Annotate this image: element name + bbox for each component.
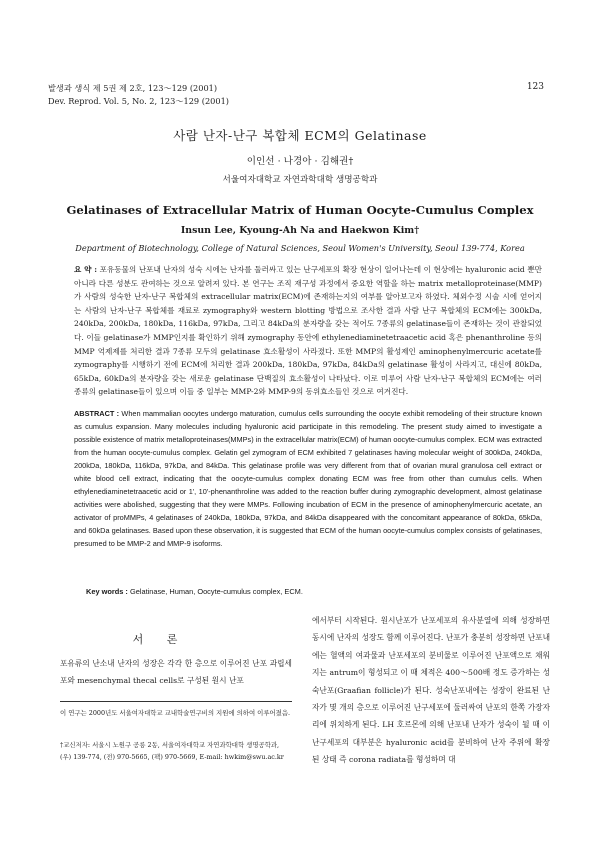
footnote-divider [60,701,292,702]
section-title-introduction: 서 론 [132,633,188,646]
journal-citation-ko: 발생과 생식 제 5권 제 2호, 123～129 (2001) [48,83,218,93]
abstract-english [74,407,542,550]
keywords [86,587,536,596]
intro-left-column: 포유류의 난소내 난자의 성장은 각각 한 층으로 이루어진 난포 과립세포와 mesenchymal thecal cells로 구성된 원시 난포 [60,659,292,686]
abstract-korean [74,263,542,399]
abstract-english-label: ABSTRACT : [74,409,120,418]
intro-right-column: 에서부터 시작된다. 원시난포가 난포세포의 유사분열에 의해 성장하면 동시에 난자의 성장도 함께 이루어진다. 난포가 충분히 성장하면 난포내에는 혈액의 여과물과 난포세포의 분비물로 이루어진 난포액으로 채워지는 antrum이 형성되고 이 때 체적은 400～500배 정도 증가하는 성숙난포(Graafian follicle)가 된다. 성숙난포내에는 성장이 완료된 난자가 몇 개의 층으로 이루어진 난구세포에 둘러싸여 난포의 한쪽 가장자리에 위치하게 된다. LH 호르몬에 의해 난포내 난자가 성숙이 될 때 이 난구세포의 대부분은 hyaluronic acid를 분비하여 난자 주위에 확장된 상태 즉 corona radiata를 형성하며 대 [312,616,550,765]
affiliation-english: Department of Biotechnology, College of Natural Sciences, Seoul Women's University, Seoul 139-774, Korea [75,243,525,253]
keywords-text: Gelatinase, Human, Oocyte-cumulus complex, ECM. [129,587,303,596]
abstract-korean-label: 요 약 : [74,265,98,274]
title-english: Gelatinases of Extracellular Matrix of Human Oocyte-Cumulus Complex [66,203,534,217]
authors-korean: 이인선 · 나경아 · 김해권† [246,156,354,167]
keywords-label: Key words : [86,587,128,596]
journal-citation-en: Dev. Reprod. Vol. 5, No. 2, 123～129 (2001) [48,96,229,106]
affiliation-korean: 서울여자대학교 자연과학대학 생명공학과 [222,175,378,185]
abstract-english-text: When mammalian oocytes undergo maturation, cumulus cells surrounding the oocyte exhibit remodeling of their structure known as cumulus expansion. Many molecules including hyaluronic acid participate in this remodeling. The present study aimed to investigate a possible existence of matrix metalloproteinases(MMPs) in the extracellular matrix(ECM) of human oocyte-cumulus complex. ECM was extracted from the human oocyte-cumulus complex. Gelatin gel zymogram of ECM exhibited 7 gelatinases having molecular weight of 300kDa, 240kDa, 200kDa, 180kDa, 116kDa, 97kDa, and 84kDa. This gelatinase profile was very different from that of ovarian mural granulosa cell extract or white blood cell extract, indicating that the oocyte-cumulus complex donating ECM was free from other than cumulus cells. When ethylenediaminetetraacetic acid or 1', 10'-phenanthroline was added to the reaction buffer during zymographic development, almost gelatinase activities were abolished, suggesting that they were MMPs. Following incubation of ECM in the presence of aminophenylmercuric acetate, an activator of proMMPs, 4 gelatinases of 240kDa, 180kDa, 97kDa, and 84kDa disappeared with the concomitant appearance of 80kDa, 65kDa, and 60kDa gelatinases. Based upon these observation, it is suggested that ECM of the human oocyte-cumulus complex consists of gelatinases, presumed to be MMP-2 and MMP-9 isoforms. [74,409,543,548]
journal-header [48,82,229,108]
footnote-correspondence: †교신저자: 서울시 노원구 공릉 2동, 서울여자대학교 자연과학대학 생명공학과, (우) 139-774, (전) 970-5665, (팩) 970-5669, E-mail: hwkim@swu.ac.kr [60,741,284,761]
title-korean: 사람 난자-난구 복합체 ECM의 Gelatinase [173,128,427,143]
footnote-funding: 이 연구는 2000년도 서울여자대학교 교내학술연구비의 지원에 의하여 이루어졌음. [60,709,291,717]
authors-english: Insun Lee, Kyoung-Ah Na and Haekwon Kim† [180,225,420,236]
abstract-korean-text: 포유동물의 난포내 난자의 성숙 시에는 난자를 둘러싸고 있는 난구세포의 확장 현상이 일어나는데 이 현상에는 hyaluronic acid 뿐만 아니라 다른 성분도 관여하는 것으로 알려져 있다. 본 연구는 조직 재구성 과정에서 중요한 역할을 하는 matrix metalloproteinase(MMP)가 사람의 성숙한 난자-난구 복합체의 extracellular matrix(ECM)에 존재하는지의 여부를 알아보고자 하였다. 체외수정 시술 시에 얻어지는 사람의 난자-난구 복합체를 재료로 zymography와 western blotting 방법으로 조사한 결과 사람 난구 복합체의 ECM에는 300kDa, 240kDa, 200kDa, 180kDa, 116kDa, 97kDa, 그리고 84kDa의 분자량을 갖는 적어도 7종류의 gelatinase들이 존재하는 것이 관찰되었다. 이들 gelatinase가 MMP인지를 확인하기 위해 zymography 동안에 ethylenediaminetetraacetic acid 혹은 phenanthroline 등의 MMP 억제제를 처리한 결과 7종류 모두의 gelatinase 효소활성이 사라졌다. 또한 MMP의 활성제인 aminophenylmercuric acetate를 zymography를 시행하기 전에 ECM에 처리한 결과 200kDa, 180kDa, 97kDa, 84kDa의 gelatinase 활성이 사라지고, 대신에 80kDa, 65kDa, 60kDa의 분자량을 갖는 새로운 gelatinase 단백질의 효소활성이 나타났다. 이로 미루어 사람 난자-난구 복합체의 ECM에는 여러 종류의 gelatinase들이 있으며 이들 중 일부는 MMP-2와 MMP-9의 동위효소들인 것으로 여겨진다. [74,265,542,397]
page-number: 123 [526,82,544,92]
